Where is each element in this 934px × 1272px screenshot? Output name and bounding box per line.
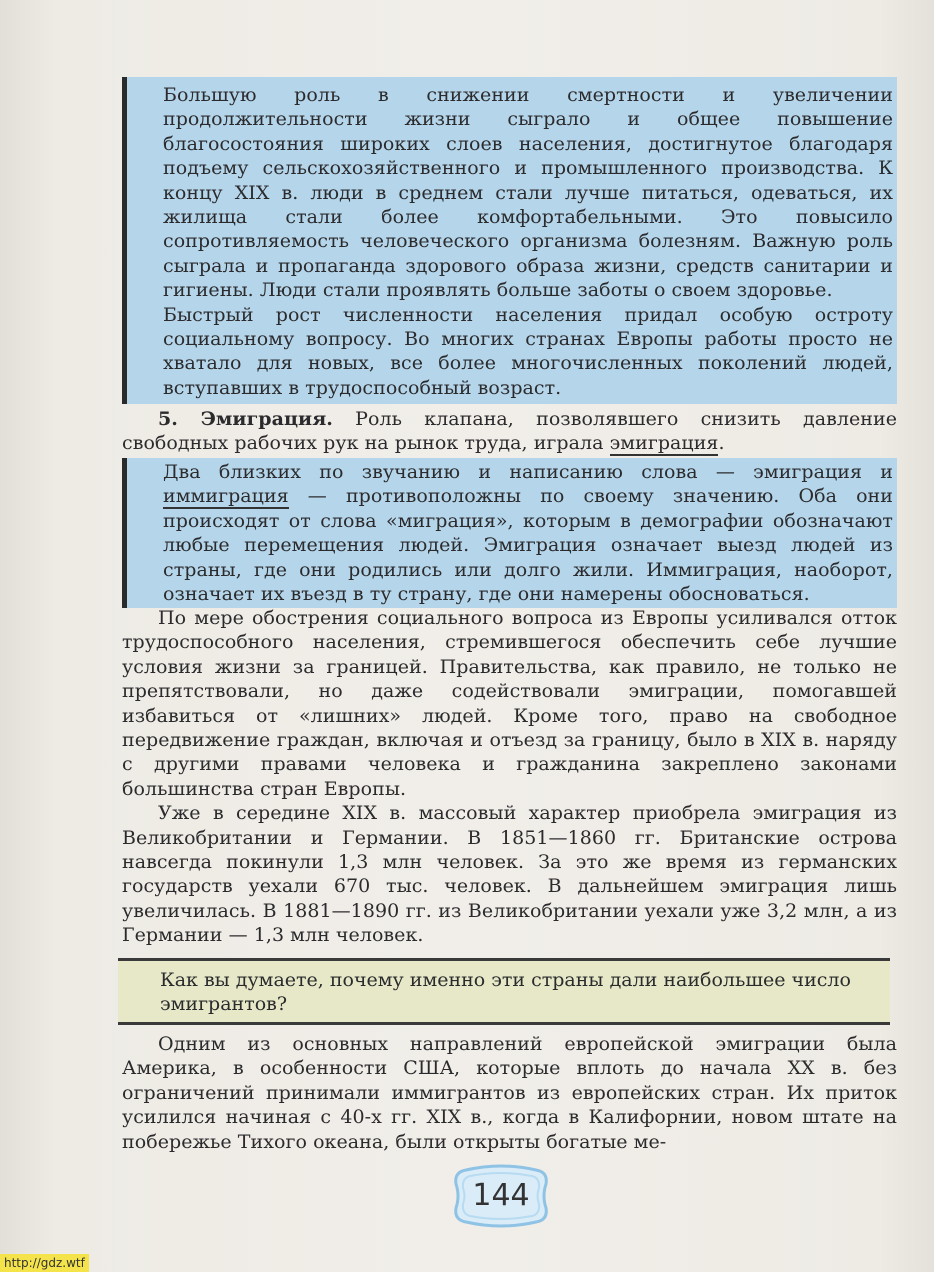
- term-emigration: эмиграция: [609, 432, 719, 455]
- definition-text-2: — противоположны по своему значению. Оба они происходят от слова «миграция», которым в демографии обозначают любые перемещения людей. Эмиграция означает выезд людей из страны, где они родились или долго жили. Иммиграция, наоборот, означает их въезд в ту страну, где они намерены обосноваться.: [163, 485, 893, 606]
- definition-text-1: Два близких по звучанию и написанию слова — эмиграция и: [163, 461, 893, 483]
- paragraph-emigration-outflow: По мере обострения социального вопроса из Европы усиливался отток трудоспособного населения, стремившегося обеспечить себе лучшие условия жизни за границей. Правительства, как правило, не только не препятствовали, но даже содействовали эмиграции, помогавшей избавиться от «лишних» людей. Кроме того, право на свободное передвижение граждан, включая и отъезд за границу, было в XIX в. наряду с другими правами человека и гражданина закреплено законами большинства стран Европы. Уже в середине XIX в. массовый характер приобрела эмиграция из Великобритании и Германии. В 1851—1860 гг. Британские острова навсегда покинули 1,3 млн человек. За это же время из германских государств уехали 670 тыс. человек. В дальнейшем эмиграция лишь увеличилась. В 1881—1890 гг. из Великобритании уехали уже 3,2 млн, а из Германии — 1,3 млн человек.: [122, 607, 897, 947]
- question-box: [118, 958, 890, 1025]
- term-immigration: иммиграция: [163, 485, 289, 508]
- paragraph-social-question: Быстрый рост численности населения придал особую остроту социальному вопросу. Во многих странах Европы работы просто не хватало для новых, все более многочисленных поколений людей, вступавших в трудоспособный возраст.: [163, 303, 893, 399]
- paragraph-health: Большую роль в снижении смертности и увеличении продолжительности жизни сыграло и общее повышение благосостояния широких слоев населения, достигнутое благодаря подъему сельскохозяйственного и промышленного производства. К концу XIX в. люди в среднем стали лучше питаться, одеваться, их жилища стали более комфортабельными. Это повысило сопротивляемость человеческого организма болезням. Важную роль сыграла и пропаганда здорового образа жизни, средств санитарии и гигиены. Люди стали проявлять больше заботы о своем здоровье.: [163, 84, 893, 302]
- paragraph-america: Одним из основных направлений европейской эмиграции была Америка, в особенности США, которые вплоть до начала XX в. без ограничений принимали иммигрантов из европейских стран. Их приток усилился начиная с 40-х гг. XIX в., когда в Калифорнии, новом штате на побережье Тихого океана, были открыты богатые ме-: [122, 1033, 897, 1153]
- question-text: Как вы думаете, почему именно эти страны дали наибольшее число эмигрантов?: [160, 969, 851, 1016]
- highlighted-block-health: [122, 77, 897, 404]
- section-heading: 5. Эмиграция.: [158, 408, 333, 430]
- page-number-badge: [452, 1164, 550, 1228]
- page-number: 144: [472, 1178, 530, 1213]
- section-text: Роль клапана, позволявшего снизить давление свободных рабочих рук на рынок труда, играла: [122, 408, 897, 455]
- section-emigration: 5. Эмиграция. Роль клапана, позволявшего снизить давление свободных рабочих рук на рынок труда, играла эмиграция.: [122, 408, 897, 455]
- watermark-link[interactable]: http://gdz.wtf: [0, 1254, 89, 1272]
- definition-box: [122, 458, 897, 608]
- paragraph-emigration-statistics: Уже в середине XIX в. массовый характер приобрела эмиграция из Великобритании и Германии. В 1851—1860 гг. Британские острова навсегда покинули 1,3 млн человек. За это же время из германских государств уехали 670 тыс. человек. В дальнейшем эмиграция лишь увеличилась. В 1881—1890 гг. из Великобритании уехали уже 3,2 млн, а из Германии — 1,3 млн человек.: [122, 802, 897, 947]
